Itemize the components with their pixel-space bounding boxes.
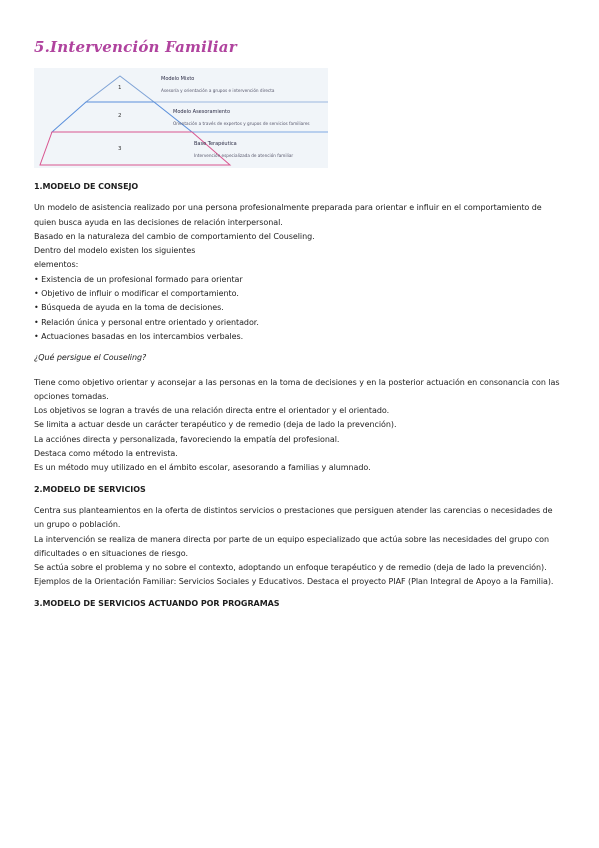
- paragraph: Basado en la naturaleza del cambio de comportamiento del Couseling.: [34, 231, 315, 241]
- paragraph: elementos:: [34, 260, 79, 270]
- list-item: • Objetivo de influir o modificar el comportamiento.: [34, 289, 239, 299]
- level-3-number: 3: [118, 146, 122, 152]
- list-item: • Búsqueda de ayuda en la toma de decisiones.: [34, 303, 224, 313]
- level-2-description: Orientación a través de expertos y grupos de servicios familiares: [173, 121, 310, 126]
- section-heading-modelo-consejo: 1.MODELO DE CONSEJO: [34, 182, 139, 191]
- paragraph: Ejemplos de la Orientación Familiar: Servicios Sociales y Educativos. Destaca el proyecto PIAF (Plan Integral de Apoyo a la Familia).: [34, 577, 554, 587]
- pyramid-level-3: [40, 132, 230, 165]
- level-1-number: 1: [118, 85, 122, 91]
- document-body: [34, 180, 564, 611]
- level-1-title: Modelo Mixto: [161, 76, 195, 82]
- level-3-title: Base Terapéutica: [194, 141, 237, 147]
- page-title: 5.Intervención Familiar: [34, 38, 237, 56]
- list-item: • Existencia de un profesional formado para orientar: [34, 274, 243, 284]
- paragraph: Se limita a actuar desde un carácter terapéutico y de remedio (deja de lado la prevención).: [34, 420, 397, 430]
- paragraph: Es un método muy utilizado en el ámbito escolar, asesorando a familias y alumnado.: [34, 463, 371, 473]
- paragraph: La intervención se realiza de manera directa por parte de un equipo especializado que actúa sobre las necesidades del grupo con dificultades o en situaciones de riesgo.: [34, 534, 549, 558]
- question-subheading: ¿Qué persigue el Couseling?: [34, 353, 147, 363]
- paragraph: Tiene como objetivo orientar y aconsejar a las personas en la toma de decisiones y en la posterior actuación en consonancia con las opciones tomadas.: [34, 377, 560, 401]
- paragraph: Centra sus planteamientos en la oferta de distintos servicios o prestaciones que persiguen atender las carencias o necesidades de un grupo o población.: [34, 505, 553, 530]
- level-2-number: 2: [118, 113, 122, 119]
- section-heading-modelo-servicios: 2.MODELO DE SERVICIOS: [34, 484, 146, 494]
- paragraph: Dentro del modelo existen los siguientes: [34, 246, 196, 256]
- paragraph: Un modelo de asistencia realizado por una persona profesionalmente preparada para orientar e influir en el comportamiento de quien busca ayuda en las decisiones de relación interpersonal.: [34, 203, 542, 227]
- paragraph: Los objetivos se logran a través de una relación directa entre el orientador y el orientado.: [34, 406, 390, 416]
- paragraph: La acciónes directa y personalizada, favoreciendo la empatía del profesional.: [34, 434, 340, 444]
- intervention-pyramid-diagram: [34, 68, 328, 168]
- pyramid-level-2: [52, 102, 192, 132]
- paragraph: Se actúa sobre el problema y no sobre el contexto, adoptando un enfoque terapéutico y de remedio (deja de lado la prevención).: [34, 563, 547, 573]
- list-item: • Actuaciones basadas en los intercambios verbales.: [34, 331, 244, 341]
- paragraph: Destaca como método la entrevista.: [34, 449, 178, 459]
- level-3-description: Intervención especializada de atención familiar: [194, 153, 294, 158]
- level-2-title: Modelo Asesoramiento: [173, 109, 231, 115]
- section-heading-modelo-programas: 3.MODELO DE SERVICIOS ACTUANDO POR PROGRAMAS: [34, 598, 280, 608]
- list-item: • Relación única y personal entre orientado y orientador.: [34, 317, 259, 327]
- level-1-description: Asesoría y orientación a grupos e intervención directa: [161, 88, 275, 93]
